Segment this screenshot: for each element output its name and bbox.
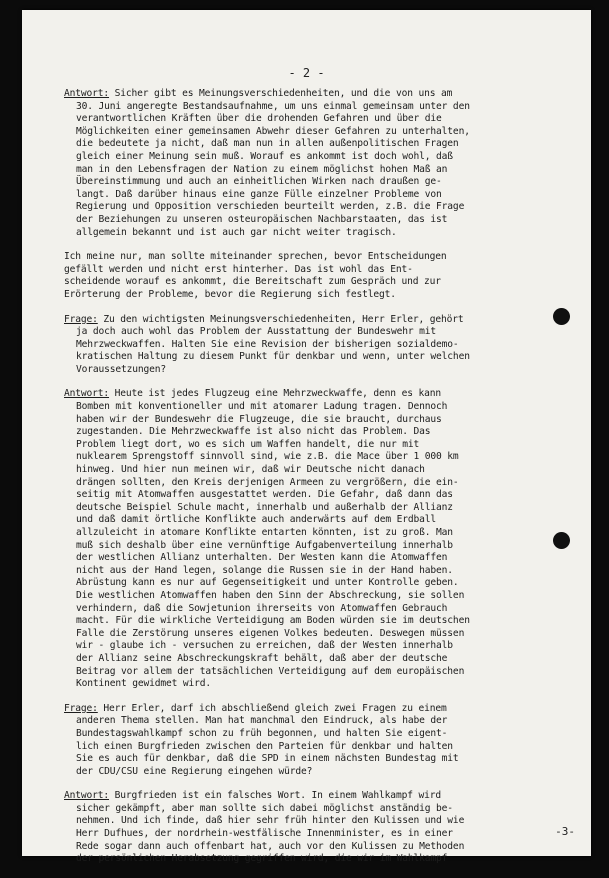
interview-text — [64, 88, 576, 878]
text-line: Kontinent gewidmet wird. — [76, 678, 212, 690]
speaker-label: Frage: — [64, 313, 98, 325]
text-line: Beitrag vor allem der tatsächlichen Verteidigung auf dem europäischen — [76, 665, 465, 677]
text-line: 30. Juni angeregte Bestandsaufnahme, um uns einmal gemeinsam unter den — [76, 100, 470, 112]
text-line: Herr Dufhues, der nordrhein-westfälische Innenminister, es in einer — [76, 828, 453, 840]
answer-block — [64, 88, 576, 239]
text-line: Mehrzweckwaffen. Halten Sie eine Revision der bisherigen sozialdemo- — [76, 338, 459, 350]
line-text: Heute ist jedes Flugzeug eine Mehrzweckwaffe, denn es kann — [109, 388, 441, 400]
speaker-label: Antwort: — [64, 790, 110, 802]
text-line: gefällt werden und nicht erst hinterher. Das ist wohl das Ent- — [64, 263, 413, 275]
document-page — [22, 10, 591, 865]
text-line: lich einen Burgfrieden zwischen den Parteien für denkbar und halten — [76, 740, 453, 752]
text-line: muß sich deshalb über eine vernünftige Aufgabenverteilung innerhalb — [76, 539, 453, 551]
text-line: Regierung und Opposition verschieden beurteilt werden, z.B. die Frage — [76, 201, 465, 213]
text-line: nehmen. Und ich finde, daß hier sehr früh hinter den Kulissen und wie — [76, 815, 465, 827]
text-line — [64, 314, 576, 327]
continuation-mark: -3- — [555, 825, 575, 838]
line-text: Sicher gibt es Meinungsverschiedenheiten, und die von uns am — [109, 88, 453, 99]
text-line: Erörterung der Probleme, bevor die Regierung sich festlegt. — [64, 288, 396, 300]
text-line: Bundestagswahlkampf schon zu früh begonnen, und halten Sie eigent- — [76, 727, 448, 739]
text-line: der westlichen Allianz unterhalten. Der Westen kann die Atomwaffen — [76, 552, 448, 564]
text-line: die bedeutete ja nicht, daß man nun in allen außenpolitischen Fragen — [76, 138, 459, 150]
text-line: nuklearem Sprengstoff sinnvoll sind, wie z.B. die Mace über 1 000 km — [76, 451, 459, 463]
text-line: Abrüstung kann es nur auf Gegenseitigkeit und unter Kontrolle geben. — [76, 577, 459, 589]
text-line: hinweg. Und hier nun meinen wir, daß wir Deutsche nicht danach — [76, 464, 425, 476]
text-line: anderen Thema stellen. Man hat manchmal den Eindruck, als habe der — [76, 715, 448, 727]
question-block — [64, 703, 576, 779]
text-line: und daß damit örtliche Konflikte auch anderwärts auf dem Erdball — [76, 514, 437, 526]
answer-block — [64, 388, 576, 690]
text-line: allzuleicht in atomare Konflikte entarten könnten, ist zu groß. Man — [76, 527, 453, 538]
text-line — [64, 790, 576, 803]
line-text: Burgfrieden ist ein falsches Wort. In einem Wahlkampf wird — [109, 790, 441, 802]
text-line: Möglichkeiten einer gemeinsamen Abwehr dieser Gefahren zu unterhalten, — [76, 125, 470, 137]
page-number: - 2 - — [288, 66, 325, 80]
text-line: drängen sollten, den Kreis derjenigen Armeen zu vergrößern, die ein- — [76, 476, 459, 488]
text-line: langt. Daß darüber hinaus eine ganze Fülle einzelner Probleme von — [76, 188, 442, 200]
text-line: zugestanden. Die Mehrzweckwaffe ist also nicht das Problem. Das — [76, 426, 431, 438]
text-line — [64, 703, 576, 716]
text-line: sicher gekämpft, aber man sollte sich dabei möglichst anständig be- — [76, 802, 453, 814]
speaker-label: Frage: — [64, 702, 98, 714]
text-line: der persönlichen Herabsetzung gegriffen wird, die wir im Wahlkampf — [76, 853, 448, 865]
text-line: der CDU/CSU eine Regierung eingehen würde? — [76, 765, 313, 777]
text-line: Rede sogar dann auch offenbart hat, auch vor den Kulissen zu Methoden — [76, 840, 465, 852]
answer-block — [64, 790, 576, 866]
text-line: haben wir der Bundeswehr die Flugzeuge, die sie braucht, durchaus — [76, 413, 442, 425]
text-line: der Beziehungen zu unseren osteuropäischen Nachbarstaaten, das ist — [76, 213, 448, 225]
text-line: der Allianz seine Abschreckungskraft behält, daß aber der deutsche — [76, 652, 448, 664]
speaker-label: Antwort: — [64, 88, 110, 99]
text-line: deutsche Beispiel Schule macht, innerhalb und außerhalb der Allianz — [76, 501, 453, 513]
text-line: Bomben mit konventioneller und mit atomarer Ladung tragen. Dennoch — [76, 401, 448, 413]
text-line: man in den Lebensfragen der Nation zu einem möglichst hohen Maß an — [76, 163, 448, 175]
line-text: Herr Erler, darf ich abschließend gleich zwei Fragen zu einem — [97, 702, 447, 714]
text-line: Voraussetzungen? — [76, 363, 167, 375]
text-line: nicht aus der Hand legen, solange die Russen sie in der Hand haben. — [76, 564, 453, 576]
text-line: seitig mit Atomwaffen ausgestattet werden. Die Gefahr, daß dann das — [76, 489, 453, 501]
text-line — [64, 251, 576, 264]
text-line: scheidende worauf es ankommt, die Bereitschaft zum Gespräch und zur — [64, 276, 441, 288]
text-line: allgemein bekannt und ist auch gar nicht weiter tragisch. — [76, 226, 397, 238]
question-block — [64, 314, 576, 377]
text-line: kratischen Haltung zu diesem Punkt für denkbar und wenn, unter welchen — [76, 351, 470, 363]
speaker-label: Antwort: — [64, 388, 110, 400]
text-line: Die westlichen Atomwaffen haben den Sinn der Abschreckung, sie sollen — [76, 589, 465, 601]
paragraph-block — [64, 251, 576, 301]
text-line: verantwortlichen Kräften über die drohenden Gefahren und über die — [76, 113, 442, 125]
text-line: wir - glaube ich - versuchen zu erreichen, daß der Westen innerhalb — [76, 640, 453, 652]
text-line: Sie es auch für denkbar, daß die SPD in einem nächsten Bundestag mit — [76, 753, 459, 765]
text-line: Falle die Zerstörung unseres eigenen Volkes bedeuten. Deswegen müssen — [76, 627, 465, 639]
text-line: verhindern, daß die Sowjetunion ihrerseits von Atomwaffen Gebrauch — [76, 602, 448, 614]
text-line: Problem liegt dort, wo es sich um Waffen handelt, die nur mit — [76, 438, 420, 450]
line-text: Zu den wichtigsten Meinungsverschiedenheiten, Herr Erler, gehört — [97, 313, 464, 325]
text-line — [64, 88, 576, 101]
text-line: Übereinstimmung und auch an einheitlichen Wirken nach draußen ge- — [76, 176, 442, 188]
text-line: gleich einer Meinung sein muß. Worauf es ankommt ist doch wohl, daß — [76, 150, 453, 162]
text-line: macht. Für die wirkliche Verteidigung am Boden würden sie im deutschen — [76, 615, 470, 627]
text-line: ja doch auch wohl das Problem der Ausstattung der Bundeswehr mit — [76, 326, 437, 338]
text-line — [64, 388, 576, 401]
line-text: Ich meine nur, man sollte miteinander sprechen, bevor Entscheidungen — [64, 251, 447, 263]
